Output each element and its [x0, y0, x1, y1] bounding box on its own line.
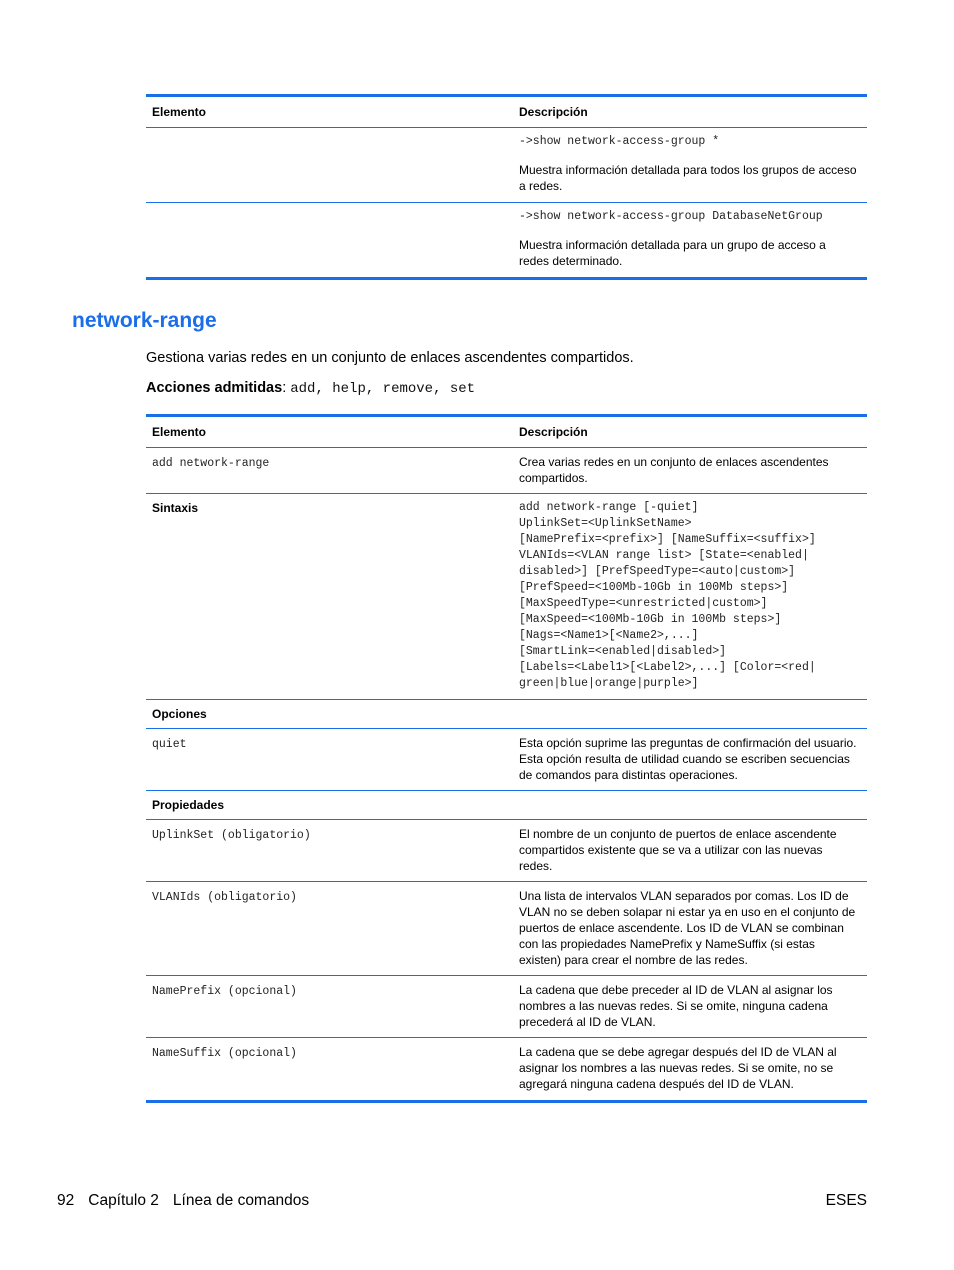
- chapter-label: Capítulo 2: [88, 1192, 159, 1209]
- syntax-line: VLANIds=<VLAN range list> [State=<enabled|: [519, 549, 809, 562]
- command-example: ->show network-access-group *: [519, 135, 720, 148]
- table-row: [146, 976, 867, 1038]
- syntax-line: disabled>] [PrefSpeedType=<auto|custom>]: [519, 565, 796, 578]
- syntax-line: [MaxSpeedType=<unrestricted|custom>]: [519, 597, 768, 610]
- table-header-element: Elemento: [146, 416, 513, 448]
- supported-actions: Acciones admitidas: add, help, remove, set: [146, 380, 476, 397]
- table-row: [146, 128, 867, 203]
- syntax-line: [Nags=<Name1>[<Name2>,...]: [519, 629, 699, 642]
- table-row: [146, 203, 867, 279]
- table-row: [146, 494, 867, 700]
- property-name: VLANIds (obligatorio): [152, 891, 297, 904]
- option-name: quiet: [152, 738, 187, 751]
- page-footer: [57, 1192, 323, 1210]
- actions-label: Acciones admitidas: [146, 380, 283, 396]
- syntax-line: add network-range [-quiet]: [519, 501, 699, 514]
- options-heading: Opciones: [152, 707, 207, 721]
- page-number: 92: [57, 1192, 75, 1209]
- table-row: [146, 729, 867, 791]
- table-row: [146, 700, 867, 729]
- syntax-line: [NamePrefix=<prefix>] [NameSuffix=<suffix>]: [519, 533, 816, 546]
- row-description: La cadena que debe preceder al ID de VLAN al asignar los nombres a las nuevas redes. Si se omite, ninguna cadena precederá al ID de VLAN.: [513, 976, 867, 1038]
- syntax-line: [PrefSpeed=<100Mb-10Gb in 100Mb steps>]: [519, 581, 789, 594]
- row-description: Muestra información detallada para todos los grupos de acceso a redes.: [519, 163, 857, 193]
- properties-heading: Propiedades: [152, 798, 225, 812]
- table-row: [146, 820, 867, 882]
- syntax-label: Sintaxis: [152, 501, 199, 515]
- section-intro: Gestiona varias redes en un conjunto de enlaces ascendentes compartidos.: [146, 350, 634, 366]
- table-row: [146, 1038, 867, 1102]
- table-header-description: Descripción: [513, 96, 867, 128]
- row-description: Crea varias redes en un conjunto de enlaces ascendentes compartidos.: [513, 448, 867, 494]
- continued-table: [146, 94, 867, 280]
- syntax-line: [MaxSpeed=<100Mb-10Gb in 100Mb steps>]: [519, 613, 782, 626]
- table-row: [146, 882, 867, 976]
- row-description: Esta opción suprime las preguntas de confirmación del usuario. Esta opción resulta de utilidad cuando se escriben secuencias de comandos para distintas operaciones.: [513, 729, 867, 791]
- network-range-table: [146, 414, 867, 1103]
- syntax-line: UplinkSet=<UplinkSetName>: [519, 517, 692, 530]
- table-row: [146, 448, 867, 494]
- section-title: network-range: [72, 309, 217, 332]
- chapter-title: Línea de comandos: [172, 1192, 310, 1209]
- syntax-line: [SmartLink=<enabled|disabled>]: [519, 645, 727, 658]
- row-description: Muestra información detallada para un grupo de acceso a redes determinado.: [519, 238, 826, 268]
- command-example: ->show network-access-group DatabaseNetGroup: [519, 210, 823, 223]
- property-name: NameSuffix (opcional): [152, 1047, 297, 1060]
- syntax-line: green|blue|orange|purple>]: [519, 677, 699, 690]
- actions-values: add, help, remove, set: [290, 381, 476, 397]
- locale-code: ESES: [825, 1192, 867, 1209]
- table-header-element: Elemento: [146, 96, 513, 128]
- table-header-description: Descripción: [513, 416, 867, 448]
- row-description: El nombre de un conjunto de puertos de enlace ascendente compartidos existente que se va a utilizar con las nuevas redes.: [513, 820, 867, 882]
- syntax-block: [519, 500, 857, 692]
- row-description: Una lista de intervalos VLAN separados por comas. Los ID de VLAN no se deben solapar ni estar ya en uso en el conjunto de puertos de enlace ascendente. Los ID de VLAN se combinan con las propiedades NamePrefix y NameSuffix (si estas existen) para crear el nombre de las redes.: [513, 882, 867, 976]
- property-name: UplinkSet (obligatorio): [152, 829, 311, 842]
- element-command: add network-range: [152, 457, 270, 470]
- table-row: [146, 791, 867, 820]
- row-description: La cadena que se debe agregar después del ID de VLAN al asignar los nombres a las nuevas redes. Si se omite, no se agregará ninguna cadena después del ID de VLAN.: [513, 1038, 867, 1102]
- syntax-line: [Labels=<Label1>[<Label2>,...] [Color=<red|: [519, 661, 816, 674]
- property-name: NamePrefix (opcional): [152, 985, 297, 998]
